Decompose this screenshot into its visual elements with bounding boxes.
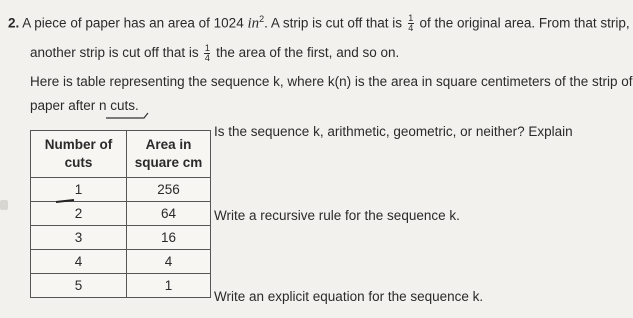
problem-line-2 bbox=[30, 44, 399, 63]
cell-area: 16 bbox=[127, 226, 211, 250]
cell-area: 1 bbox=[127, 274, 211, 298]
problem-line-3: Here is table representing the sequence k, where k(n) is the area in square centimeters of the strip of bbox=[30, 74, 633, 89]
fraction-numerator: 1 bbox=[204, 43, 210, 53]
problem-number: 2. bbox=[8, 15, 20, 31]
page-edge-shadow bbox=[0, 200, 8, 210]
fraction-numerator: 1 bbox=[408, 13, 414, 24]
cell-cuts: 2 bbox=[31, 202, 127, 226]
cell-cuts: 4 bbox=[31, 250, 127, 274]
fraction-denominator: 4 bbox=[204, 53, 210, 63]
pencil-mark bbox=[104, 108, 152, 122]
question-3: Write an explicit equation for the sequence k. bbox=[214, 289, 484, 304]
question-2: Write a recursive rule for the sequence k. bbox=[214, 208, 460, 223]
table-row bbox=[31, 202, 211, 226]
table-row bbox=[31, 250, 211, 274]
problem-text-1c: of the original area. From that strip, bbox=[419, 15, 630, 31]
cell-area: 256 bbox=[127, 178, 211, 202]
table-row bbox=[31, 226, 211, 250]
table-header-row bbox=[31, 131, 211, 178]
fraction-one-fourth-b bbox=[204, 44, 210, 63]
cell-area: 4 bbox=[127, 250, 211, 274]
problem-text-2b: the area of the first, and so on. bbox=[216, 45, 400, 61]
unit-exponent: 2 bbox=[259, 14, 265, 24]
cell-cuts: 5 bbox=[31, 274, 127, 298]
pencil-dash-mark bbox=[54, 197, 76, 205]
sequence-table bbox=[30, 130, 211, 298]
cell-cuts: 3 bbox=[31, 226, 127, 250]
problem-text-2a: another strip is cut off that is bbox=[30, 45, 199, 61]
header-number-of-cuts: Number of cuts bbox=[31, 131, 127, 178]
cell-area: 64 bbox=[127, 202, 211, 226]
question-1: Is the sequence k, arithmetic, geometric, or neither? Explain bbox=[214, 124, 573, 139]
problem-line-4: paper after n cuts. bbox=[30, 98, 139, 113]
fraction-one-fourth-a bbox=[408, 14, 414, 33]
table-row bbox=[31, 274, 211, 298]
header-area: Area in square cm bbox=[127, 131, 211, 178]
problem-text-1a: A piece of paper has an area of 1024 bbox=[22, 15, 244, 31]
problem-text-1b: . A strip is cut off that is bbox=[264, 15, 402, 31]
unit-variable: in bbox=[247, 15, 260, 32]
cell-cuts: 1 bbox=[31, 178, 127, 202]
fraction-denominator: 4 bbox=[408, 23, 414, 34]
problem-line-1 bbox=[8, 14, 630, 33]
